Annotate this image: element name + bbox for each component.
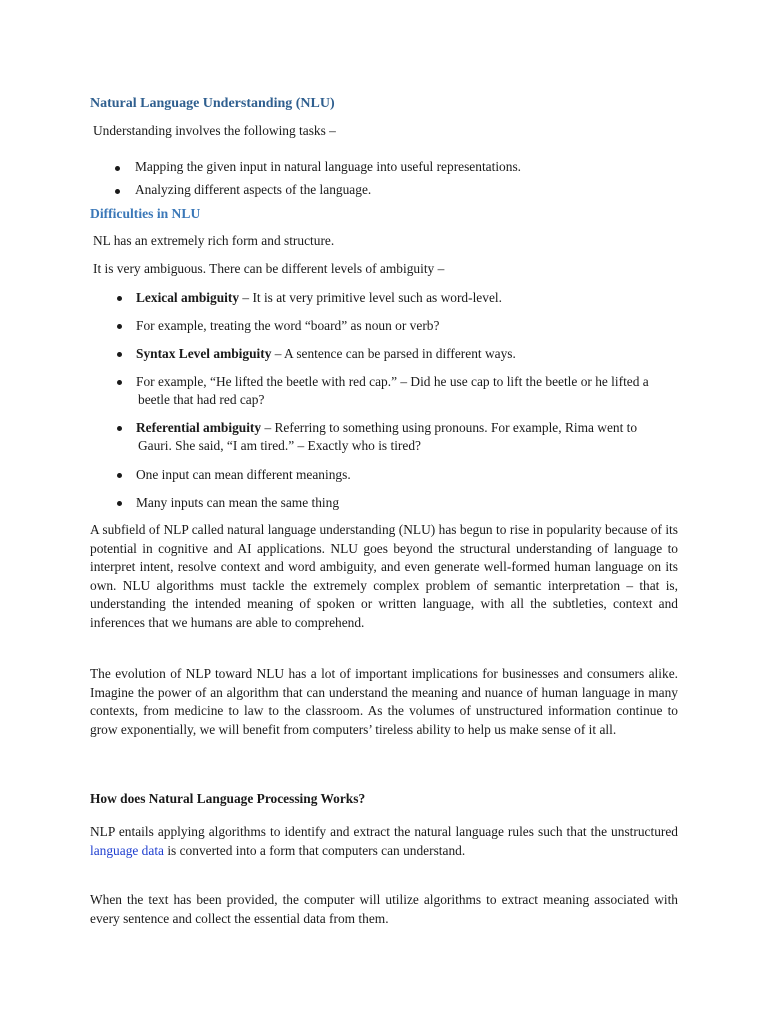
evolution-paragraph: The evolution of NLP toward NLU has a lot of important implications for businesses and consumers alike. Imagine the power of an algorithm that can understand the meaning and nuance of human language in many contexts, from medicine to law to the classroom. As the volumes of unstructured information continue to grow exponentially, we will benefit from computers’ tireless ability to help us make sense of it all. [90, 666, 678, 737]
entails-text-after: is converted into a form that computers can understand. [163, 842, 466, 858]
referential-term: Referential ambiguity [136, 420, 262, 435]
entails-text-before: NLP entails applying algorithms to identify and extract the natural language rules such that the unstructured [90, 824, 678, 839]
referential-item [136, 419, 676, 437]
syntax-text: – A sentence can be parsed in different ways. [271, 346, 516, 361]
lexical-example: For example, treating the word “board” as noun or verb? [136, 318, 440, 333]
syntax-example-line1: For example, “He lifted the beetle with red cap.” – Did he use cap to lift the beetle or he lifted a [136, 374, 649, 389]
referential-text: – Referring to something using pronouns. For example, Rima went to [261, 420, 638, 435]
bullet-icon [117, 296, 122, 301]
syntax-item [136, 345, 676, 363]
difficulties-heading: Difficulties in NLU [90, 206, 201, 221]
bullet-icon [117, 501, 122, 506]
bullet-icon [117, 380, 122, 385]
lexical-item [136, 289, 676, 307]
bullet-icon [117, 352, 122, 357]
when-paragraph: When the text has been provided, the computer will utilize algorithms to extract meaning associated with every sentence and collect the essential data from them. [90, 892, 678, 926]
page-title: Natural Language Understanding (NLU) [90, 96, 335, 111]
lexical-text: – It is at very primitive level such as word-level. [239, 290, 502, 305]
subfield-paragraph: A subfield of NLP called natural language understanding (NLU) has begun to rise in popularity because of its potential in cognitive and AI applications. NLU goes beyond the structural understanding of language to interpret intent, resolve context and word ambiguity, and even generate well-formed human language on its own. NLU algorithms must tackle the extremely complex problem of semantic interpretation – that is, understanding the intended meaning of spoken or written language, with all the subtleties, context and inferences that we humans are able to comprehend. [90, 522, 678, 630]
bullet-icon [117, 473, 122, 478]
ambiguous-text: It is very ambiguous. There can be different levels of ambiguity – [93, 261, 445, 276]
bullet-icon [117, 324, 122, 329]
bullet-icon [117, 426, 122, 431]
many-inputs-item: Many inputs can mean the same thing [136, 495, 340, 510]
task-item: Analyzing different aspects of the language. [135, 182, 372, 197]
syntax-term: Syntax Level ambiguity [136, 346, 272, 361]
syntax-example-line2: beetle that had red cap? [138, 392, 265, 407]
language-data-link[interactable]: language data [90, 842, 164, 858]
lexical-term: Lexical ambiguity [136, 290, 240, 305]
referential-text-line2: Gauri. She said, “I am tired.” – Exactly who is tired? [138, 438, 421, 453]
nl-rich-text: NL has an extremely rich form and structure. [93, 233, 335, 248]
bullet-icon [115, 166, 120, 171]
task-item: Mapping the given input in natural language into useful representations. [135, 159, 522, 174]
bullet-icon [115, 189, 120, 194]
entails-paragraph [90, 823, 678, 860]
intro-text: Understanding involves the following tasks – [93, 123, 336, 138]
one-input-item: One input can mean different meanings. [136, 467, 351, 482]
how-heading: How does Natural Language Processing Works? [90, 791, 366, 806]
